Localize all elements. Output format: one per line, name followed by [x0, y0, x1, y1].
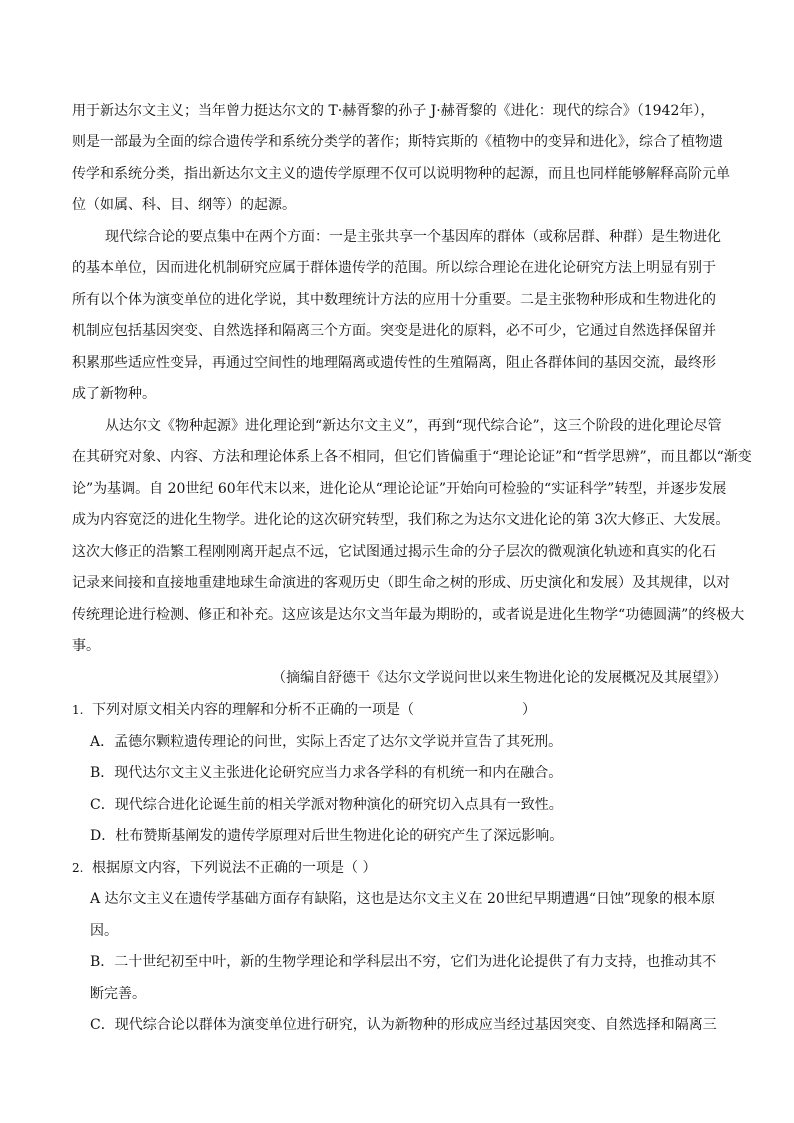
option-b: B．二十世纪初至中叶，新的生物学理论和学科层出不穷，它们为进化论提供了有力支持，也推动其不	[90, 954, 717, 970]
option-a: A 达尔文主义在遗传学基础方面存有缺陷，这也是达尔文主义在 20世纪早期遭遇“日蚀”现象的根本原	[90, 891, 716, 907]
text-line: 记录来间接和直接地重建地球生命演进的客观历史（即生命之树的形成、历史演化和发展）及其规律，以对	[72, 575, 730, 591]
text-line: 传学和系统分类，指出新达尔文主义的遗传学原理不仅可以说明物种的起源，而且也同样能够解释高阶元单	[72, 166, 730, 182]
text-line: 积累那些适应性变异，再通过空间性的地理隔离或遗传性的生殖隔离，阻止各群体间的基因交流，最终形	[72, 355, 716, 371]
text-line: 这次大修正的浩繁工程刚刚离开起点不远，它试图通过揭示生命的分子层次的微观演化轨迹和真实的化石	[72, 544, 716, 560]
option-b: B．现代达尔文主义主张进化论研究应当力求各学科的有机统一和内在融合。	[90, 765, 563, 781]
option-c: C．现代综合论以群体为演变单位进行研究，认为新物种的形成应当经过基因突变、自然选择和隔离三	[90, 1017, 717, 1033]
text-line: 的基本单位，因而进化机制研究应属于群体遗传学的范围。所以综合理论在进化论研究方法上明显有别于	[72, 260, 716, 276]
question-text: 下列对原文相关内容的理解和分析不正确的一项是（	[92, 702, 414, 718]
question-text-end: ）	[522, 702, 536, 718]
text-line: 在其研究对象、内容、方法和理论体系上各不相同，但它们皆偏重于“理论论证”和“哲学思辨”，而且都以“渐变	[72, 449, 752, 465]
text-line: 论”为基调。自 20世纪 60年代末以来，进化论从“理论论证”开始向可检验的“实证科学”转型，并逐步发展	[72, 481, 727, 497]
option-a: A．孟德尔颗粒遗传理论的问世，实际上否定了达尔文学说并宣告了其死刑。	[90, 734, 563, 750]
question-text: 根据原文内容，下列说法不正确的一项是（ ）	[92, 860, 377, 876]
question-number: 1.	[72, 703, 84, 717]
text-line: 则是一部最为全面的综合遗传学和系统分类学的著作；斯特宾斯的《植物中的变异和进化》，综合了植物遗	[72, 134, 723, 150]
text-line: 机制应包括基因突变、自然选择和隔离三个方面。突变是进化的原料，必不可少，它通过自然选择保留并	[72, 323, 716, 339]
paragraph-start: 从达尔文《物种起源》进化理论到“新达尔文主义”，再到“现代综合论”，这三个阶段的进化理论尽管	[105, 418, 722, 434]
paragraph-start: 现代综合论的要点集中在两个方面：一是主张共享一个基因库的群体（或称居群、种群）是生物进化	[105, 229, 721, 245]
option-a-cont: 因。	[90, 923, 118, 939]
text-line: 用于新达尔文主义；当年曾力挺达尔文的 T·赫胥黎的孙子 J·赫胥黎的《进化：现代的综合》（1942年），	[72, 103, 715, 119]
option-c: C．现代综合进化论诞生前的相关学派对物种演化的研究切入点具有一致性。	[90, 797, 563, 813]
question-number: 2.	[72, 861, 84, 875]
option-d: D．杜布赞斯基阐发的遗传学原理对后世生物进化论的研究产生了深远影响。	[90, 828, 564, 844]
question-stem	[72, 700, 536, 720]
text-line: 成了新物种。	[72, 386, 156, 402]
option-b-cont: 断完善。	[90, 986, 146, 1002]
source-citation: （摘编自舒德干《达尔文学说问世以来生物进化论的发展概况及其展望》）	[272, 670, 727, 686]
question-stem	[72, 858, 376, 878]
text-line: 位（如属、科、目、纲等）的起源。	[72, 197, 296, 213]
text-line: 事。	[72, 638, 100, 654]
text-line: 传统理论进行检测、修正和补充。这应该是达尔文当年最为期盼的，或者说是进化生物学“功德圆满”的终极大	[72, 607, 745, 623]
text-line: 所有以个体为演变单位的进化学说，其中数理统计方法的应用十分重要。二是主张物种形成和生物进化的	[72, 292, 716, 308]
text-line: 成为内容宽泛的进化生物学。进化论的这次研究转型，我们称之为达尔文进化论的第 3次大修正、大发展。	[72, 512, 730, 528]
